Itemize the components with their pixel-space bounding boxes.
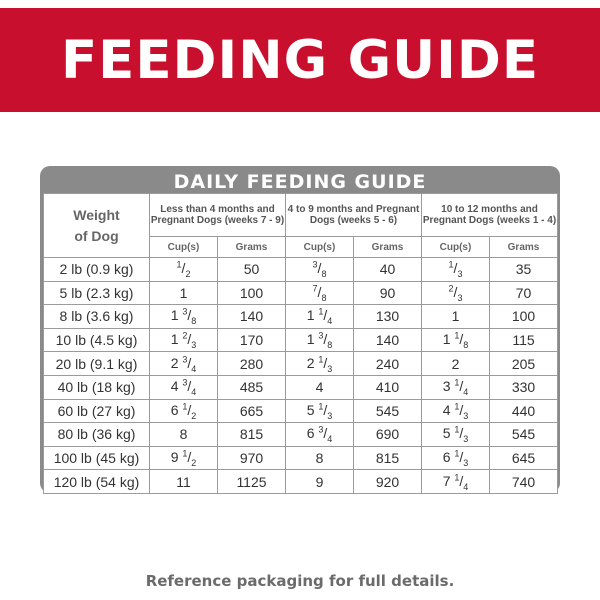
weight-cell: 2 lb (0.9 kg) [44, 258, 150, 282]
grams-cell: 815 [218, 423, 286, 447]
feeding-guide-panel [40, 166, 560, 493]
feeding-table [43, 193, 558, 494]
table-row [44, 470, 558, 494]
weight-header-label: Weight of Dog [73, 206, 120, 244]
grams-cell: 205 [490, 352, 558, 376]
cups-cell: 7 $^1/_4$ [422, 470, 490, 494]
cups-cell: 6 $^1/_3$ [422, 446, 490, 470]
grams-cell: 690 [354, 423, 422, 447]
grams-cell: 970 [218, 446, 286, 470]
group-header-1: Less than 4 months and Pregnant Dogs (weeks 7 - 9) [150, 194, 286, 237]
table-row [44, 423, 558, 447]
weight-cell: 60 lb (27 kg) [44, 399, 150, 423]
grams-cell: 40 [354, 258, 422, 282]
cups-cell: 2 $^3/_4$ [150, 352, 218, 376]
grams-cell: 240 [354, 352, 422, 376]
table-row [44, 352, 558, 376]
grams-cell: 815 [354, 446, 422, 470]
cups-cell: 1 $^1/_8$ [422, 328, 490, 352]
table-row [44, 446, 558, 470]
cups-header: Cup(s) [150, 237, 218, 258]
cups-cell: 8 [286, 446, 354, 470]
grams-cell: 170 [218, 328, 286, 352]
weight-cell: 80 lb (36 kg) [44, 423, 150, 447]
feeding-guide-title: DAILY FEEDING GUIDE [173, 171, 427, 193]
grams-cell: 330 [490, 375, 558, 399]
cups-cell: 3 $^1/_4$ [422, 375, 490, 399]
grams-cell: 645 [490, 446, 558, 470]
cups-cell: 1 [150, 281, 218, 305]
group-header-3: 10 to 12 months and Pregnant Dogs (weeks 1 - 4) [422, 194, 558, 237]
cups-cell: 4 $^3/_4$ [150, 375, 218, 399]
grams-cell: 410 [354, 375, 422, 399]
cups-cell: 1 $^2/_3$ [150, 328, 218, 352]
grams-cell: 665 [218, 399, 286, 423]
cups-cell: 5 $^1/_3$ [422, 423, 490, 447]
grams-cell: 545 [354, 399, 422, 423]
grams-cell: 1125 [218, 470, 286, 494]
cups-cell: $^7/_8$ [286, 281, 354, 305]
cups-cell: 6 $^3/_4$ [286, 423, 354, 447]
cups-cell: 1 [422, 305, 490, 329]
grams-cell: 440 [490, 399, 558, 423]
grams-cell: 115 [490, 328, 558, 352]
weight-cell: 120 lb (54 kg) [44, 470, 150, 494]
cups-cell: 9 [286, 470, 354, 494]
grams-cell: 35 [490, 258, 558, 282]
group-header-2: 4 to 9 months and Pregnant Dogs (weeks 5 - 6) [286, 194, 422, 237]
grams-cell: 90 [354, 281, 422, 305]
footer-note: Reference packaging for full details. [145, 572, 455, 590]
cups-cell: 8 [150, 423, 218, 447]
grams-header: Grams [490, 237, 558, 258]
cups-cell: 9 $^1/_2$ [150, 446, 218, 470]
cups-cell: 2 $^1/_3$ [286, 352, 354, 376]
grams-cell: 100 [218, 281, 286, 305]
weight-cell: 20 lb (9.1 kg) [44, 352, 150, 376]
cups-header: Cup(s) [422, 237, 490, 258]
cups-cell: 4 $^1/_3$ [422, 399, 490, 423]
cups-cell: $^3/_8$ [286, 258, 354, 282]
cups-cell: 6 $^1/_2$ [150, 399, 218, 423]
cups-cell: 1 $^3/_8$ [150, 305, 218, 329]
weight-cell: 100 lb (45 kg) [44, 446, 150, 470]
cups-cell: 2 [422, 352, 490, 376]
grams-header: Grams [218, 237, 286, 258]
cups-header: Cup(s) [286, 237, 354, 258]
grams-cell: 280 [218, 352, 286, 376]
weight-cell: 8 lb (3.6 kg) [44, 305, 150, 329]
grams-cell: 485 [218, 375, 286, 399]
grams-cell: 100 [490, 305, 558, 329]
table-row [44, 305, 558, 329]
page-title: FEEDING GUIDE [60, 29, 540, 91]
grams-cell: 545 [490, 423, 558, 447]
table-row [44, 375, 558, 399]
cups-cell: 11 [150, 470, 218, 494]
weight-header [44, 194, 150, 258]
grams-header: Grams [354, 237, 422, 258]
cups-cell: $^1/_2$ [150, 258, 218, 282]
weight-cell: 40 lb (18 kg) [44, 375, 150, 399]
cups-cell: $^2/_3$ [422, 281, 490, 305]
weight-cell: 10 lb (4.5 kg) [44, 328, 150, 352]
cups-cell: 1 $^1/_4$ [286, 305, 354, 329]
grams-cell: 140 [218, 305, 286, 329]
cups-cell: 1 $^3/_8$ [286, 328, 354, 352]
table-row [44, 328, 558, 352]
grams-cell: 50 [218, 258, 286, 282]
table-row [44, 399, 558, 423]
cups-cell: 5 $^1/_3$ [286, 399, 354, 423]
grams-cell: 740 [490, 470, 558, 494]
grams-cell: 130 [354, 305, 422, 329]
table-row [44, 281, 558, 305]
grams-cell: 920 [354, 470, 422, 494]
grams-cell: 70 [490, 281, 558, 305]
header-banner [0, 8, 600, 112]
grams-cell: 140 [354, 328, 422, 352]
weight-cell: 5 lb (2.3 kg) [44, 281, 150, 305]
cups-cell: $^1/_3$ [422, 258, 490, 282]
cups-cell: 4 [286, 375, 354, 399]
table-row [44, 258, 558, 282]
